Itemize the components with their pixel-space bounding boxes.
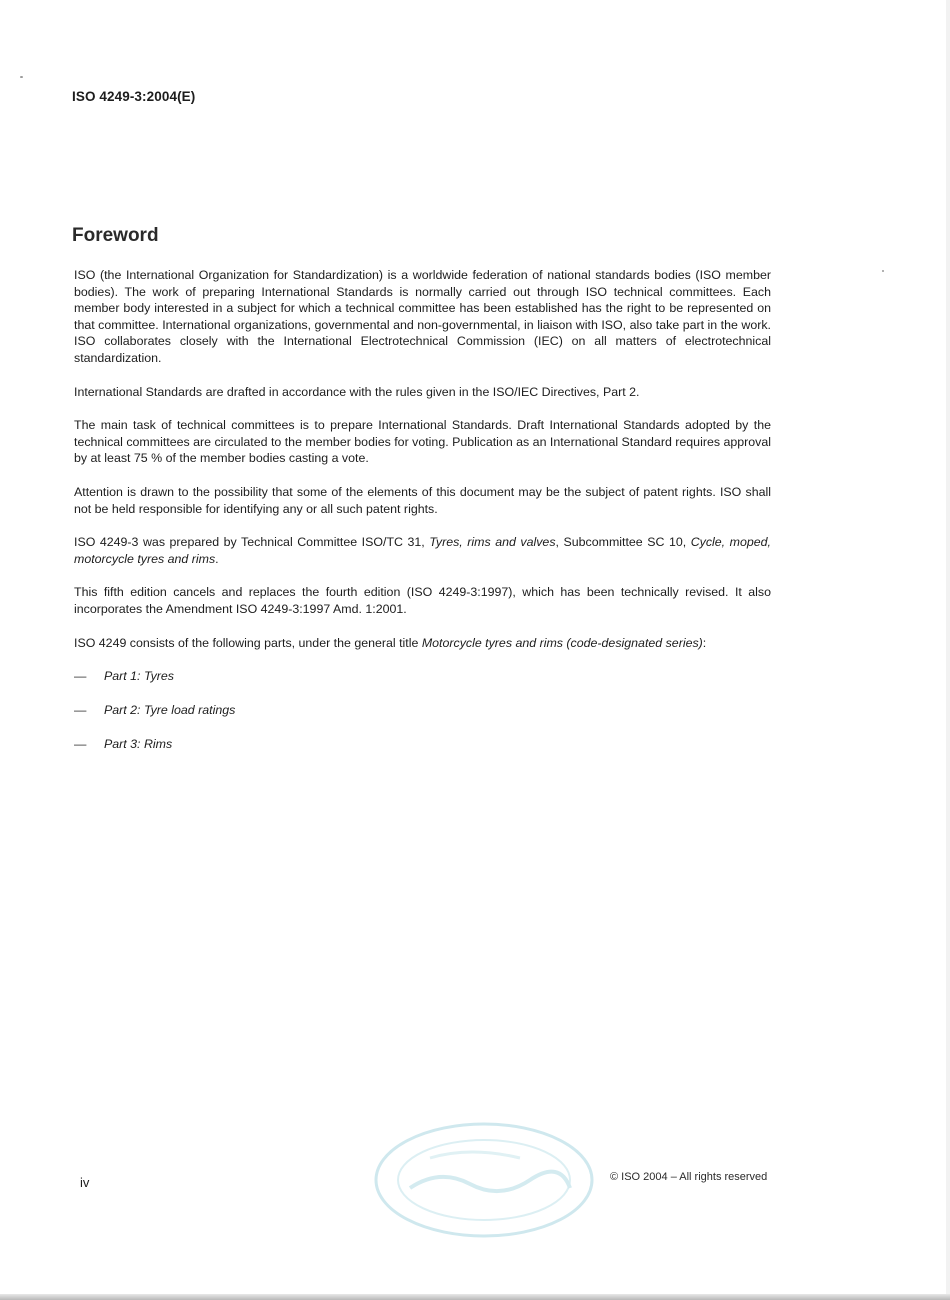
prepared-by-text: ISO 4249-3 was prepared by Technical Committee ISO/TC 31,	[74, 535, 430, 550]
dash-bullet: —	[74, 737, 87, 752]
scan-speck	[882, 270, 884, 272]
parts-intro-text: ISO 4249 consists of the following parts, under the general title	[74, 635, 422, 650]
parts-list	[74, 668, 771, 753]
subcommittee-title: Cycle, moped, motorcycle tyres and rims	[74, 535, 771, 566]
paragraph-edition: This fifth edition cancels and replaces the fourth edition (ISO 4249-3:1997), which has been technically revised. It also incorporates the Amendment ISO 4249-3:1997 Amd. 1:2001.	[74, 585, 771, 616]
paragraph-technical-committees: The main task of technical committees is to prepare International Standards. Draft International Standards adopted by the technical committees are circulated to the member bodies for voting. Publication as an International Standard requires approval by at least 75 % of the member bodies casting a vote.	[74, 418, 772, 466]
dash-bullet: —	[74, 669, 87, 684]
part-label: Part 2: Tyre load ratings	[104, 703, 236, 718]
scan-speck	[20, 76, 23, 78]
scan-bottom-edge	[0, 1294, 950, 1300]
part-label: Part 3: Rims	[104, 737, 173, 752]
part-label: Part 1: Tyres	[104, 669, 174, 684]
committee-title: Tyres, rims and valves	[429, 535, 556, 550]
period: .	[215, 551, 219, 566]
paragraph-prepared-by	[74, 534, 771, 567]
paragraph-parts-intro	[74, 635, 771, 652]
list-item	[74, 702, 771, 719]
colon: :	[702, 635, 707, 650]
document-identifier: ISO 4249-3:2004(E)	[72, 89, 196, 104]
paragraph-patent-rights: Attention is drawn to the possibility that some of the elements of this document may be the subject of patent rights. ISO shall not be held responsible for identifying any or all such patent rights.	[74, 484, 771, 516]
general-title: Motorcycle tyres and rims (code-designated series)	[421, 635, 703, 650]
foreword-heading: Foreword	[72, 225, 159, 246]
paragraph-iso-intro: ISO (the International Organization for Standardization) is a worldwide federation of national standards bodies (ISO member bodies). The work of preparing International Standards is normally carried out through ISO technical committees. Each member body interested in a subject for which a technical committee has been established has the right to be represented on that committee. International organizations, governmental and non-governmental, in liaison with ISO, also take part in the work. ISO collaborates closely with the International Electrotechnical Commission (IEC) on all matters of electrotechnical standardization.	[74, 268, 771, 365]
subcommittee-text: , Subcommittee SC 10,	[555, 535, 691, 550]
list-item	[74, 736, 771, 753]
foreword-body	[74, 267, 771, 770]
page-number: iv	[80, 1175, 90, 1190]
paragraph-directives: International Standards are drafted in accordance with the rules given in the ISO/IEC Directives, Part 2.	[74, 384, 640, 399]
faded-stamp-icon	[370, 1118, 598, 1242]
scan-right-edge	[946, 0, 950, 1300]
copyright-notice: © ISO 2004 – All rights reserved	[610, 1171, 768, 1183]
list-item	[74, 668, 771, 685]
dash-bullet: —	[74, 703, 87, 718]
